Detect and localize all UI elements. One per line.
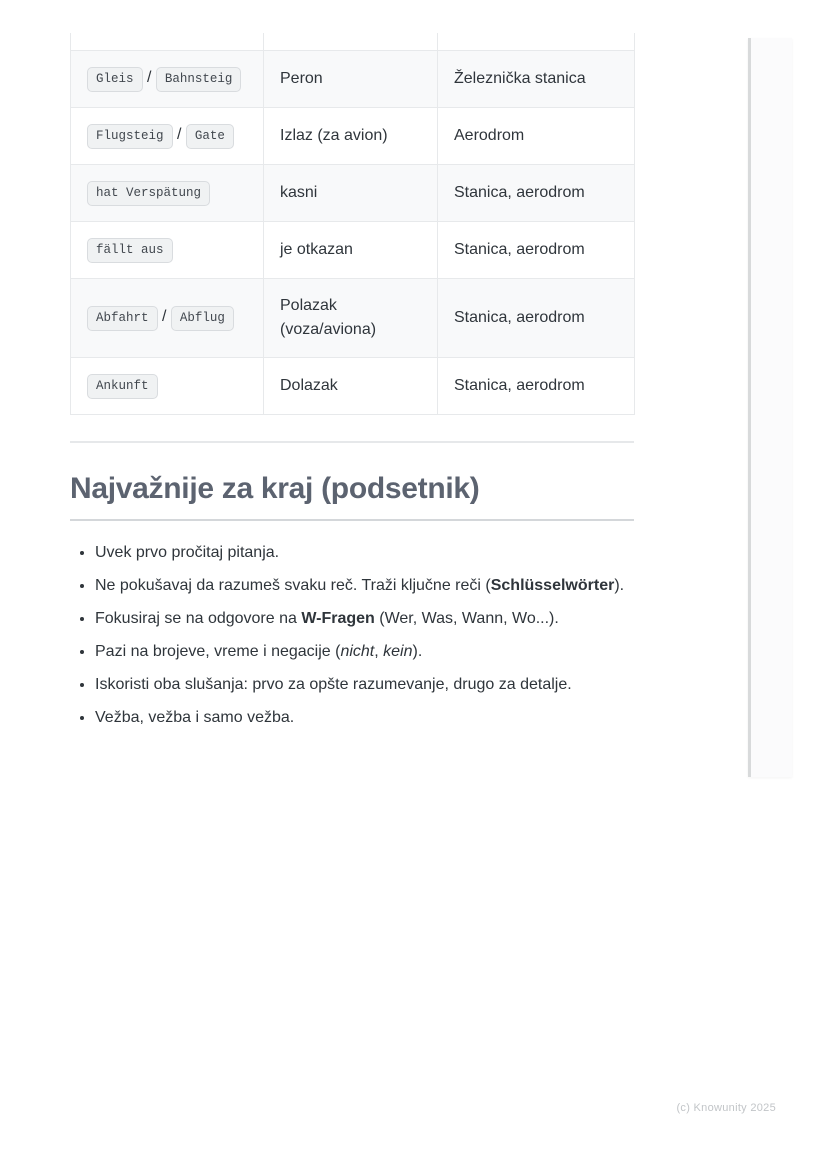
text-run: , — [374, 642, 384, 660]
list-item — [95, 708, 634, 728]
table-row — [71, 107, 635, 164]
copyright-footer: (c) Knowunity 2025 — [676, 1102, 776, 1114]
section-divider — [70, 441, 634, 443]
text-run: Vežba, vežba i samo vežba. — [95, 708, 295, 726]
section-heading: Najvažnije za kraj (podsetnik) — [70, 472, 634, 521]
list-item — [95, 609, 634, 629]
meaning-cell: Polazak (voza/aviona) — [264, 278, 438, 357]
badge-separator: / — [172, 125, 186, 143]
table-row — [71, 221, 635, 278]
term-cell — [71, 164, 264, 221]
vocabulary-table — [70, 33, 635, 415]
code-badge: Flugsteig — [87, 124, 173, 149]
cut-off-row — [71, 33, 635, 50]
badge-separator: / — [142, 68, 156, 86]
meaning-cell: Peron — [264, 50, 438, 107]
badge-separator: / — [157, 307, 171, 325]
text-run: Uvek prvo pročitaj pitanja. — [95, 543, 280, 561]
code-badge: Gate — [186, 124, 234, 149]
context-cell: Stanica, aerodrom — [438, 164, 635, 221]
context-cell: Stanica, aerodrom — [438, 221, 635, 278]
code-badge: fällt aus — [87, 238, 173, 263]
table-row — [71, 50, 635, 107]
list-item — [95, 642, 634, 662]
text-run: ). — [614, 576, 625, 594]
context-cell — [438, 33, 635, 50]
table-row — [71, 278, 635, 357]
italic-text: kein — [383, 642, 413, 660]
code-badge: Abfahrt — [87, 306, 158, 331]
meaning-cell: kasni — [264, 164, 438, 221]
context-cell: Stanica, aerodrom — [438, 278, 635, 357]
document-page — [70, 0, 634, 741]
reminder-list — [70, 543, 634, 728]
table-row — [71, 357, 635, 414]
text-run: Fokusiraj se na odgovore na — [95, 609, 302, 627]
term-cell — [71, 221, 264, 278]
meaning-cell — [264, 33, 438, 50]
text-run: (Wer, Was, Wann, Wo...). — [374, 609, 559, 627]
term-cell — [71, 278, 264, 357]
code-badge: Ankunft — [87, 374, 158, 399]
table-row — [71, 164, 635, 221]
meaning-cell: Izlaz (za avion) — [264, 107, 438, 164]
context-cell: Stanica, aerodrom — [438, 357, 635, 414]
list-item — [95, 675, 634, 695]
text-run: Ne pokušavaj da razumeš svaku reč. Traži ključne reči ( — [95, 576, 491, 594]
text-run: Iskoristi oba slušanja: prvo za opšte razumevanje, drugo za detalje. — [95, 675, 572, 693]
bold-text: Schlüsselwörter — [490, 576, 615, 594]
text-run: ). — [412, 642, 423, 660]
term-cell — [71, 33, 264, 50]
context-cell: Železnička stanica — [438, 50, 635, 107]
term-cell — [71, 357, 264, 414]
list-item — [95, 576, 634, 596]
bold-text: W-Fragen — [301, 609, 375, 627]
vocab-table-body — [71, 33, 635, 414]
next-page-preview[interactable] — [748, 38, 792, 777]
code-badge: hat Verspätung — [87, 181, 210, 206]
page-edge-line — [748, 38, 751, 777]
list-item — [95, 543, 634, 563]
code-badge: Abflug — [171, 306, 234, 331]
text-run: Pazi na brojeve, vreme i negacije ( — [95, 642, 341, 660]
code-badge: Gleis — [87, 67, 143, 92]
code-badge: Bahnsteig — [156, 67, 242, 92]
meaning-cell: je otkazan — [264, 221, 438, 278]
meaning-cell: Dolazak — [264, 357, 438, 414]
term-cell — [71, 50, 264, 107]
context-cell: Aerodrom — [438, 107, 635, 164]
italic-text: nicht — [340, 642, 375, 660]
term-cell — [71, 107, 264, 164]
